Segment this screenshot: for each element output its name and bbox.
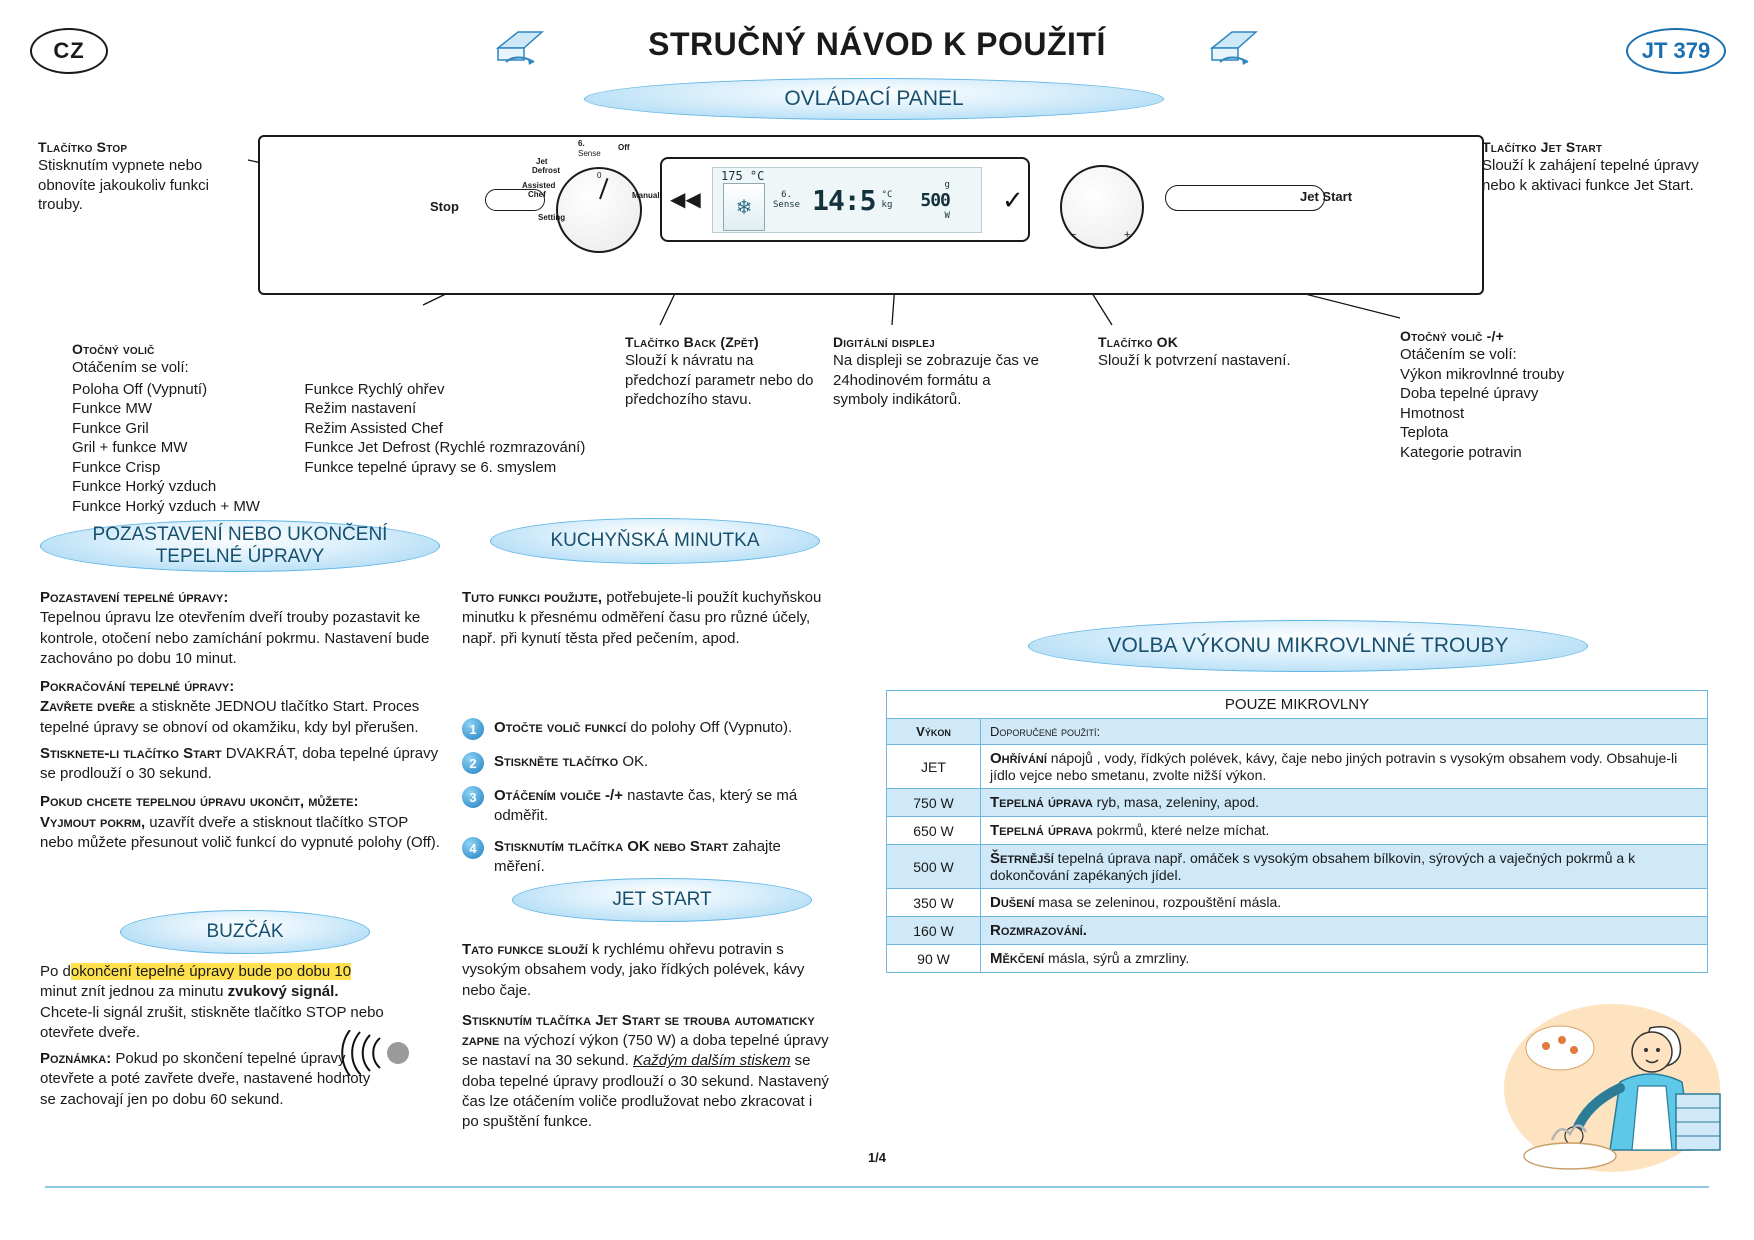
jet-paragraph-2 — [462, 1011, 832, 1133]
language-badge: CZ — [30, 28, 108, 74]
dial-label-six-sense: 6. — [578, 139, 585, 148]
callout-display-title: Digitální displej — [833, 334, 935, 350]
footer-divider — [45, 1186, 1709, 1188]
timer-lead-text: potřebujete-li použít kuchyňskou minutku k přesnému odměření času pro různé účely, např. při kynutí těsta před pečením, apod. — [462, 589, 822, 647]
callout-back — [625, 333, 820, 410]
pause-heading-3: Pokud chcete tepelnou úpravu ukončit, můžete: — [40, 793, 359, 811]
step-text: nastavte čas, který se má odměřit. — [494, 787, 798, 824]
table-row — [887, 789, 1708, 817]
cell-use-bold: Šetrnější — [990, 850, 1054, 867]
table-row — [887, 745, 1708, 789]
list-item — [462, 837, 832, 876]
cell-use-bold: Měkčení — [990, 950, 1045, 967]
dial-label-assisted-chef-2: Chef — [528, 190, 546, 199]
back-button[interactable]: ◀◀ — [670, 189, 701, 211]
cell-use-text: ryb, masa, zeleniny, apod. — [1092, 794, 1260, 810]
list-item: Teplota — [1400, 424, 1449, 442]
jet-paragraph-1 — [462, 940, 832, 1001]
dial-label-assisted-chef: Assisted — [522, 181, 556, 190]
table-row — [887, 945, 1708, 973]
rotary-options-col1 — [72, 380, 290, 517]
table-row — [887, 845, 1708, 889]
list-item: Funkce Horký vzduch + MW — [72, 497, 260, 515]
pause-p3-rest: DVAKRÁT, doba tepelné úpravy se prodlouží o 30 sekund. — [40, 744, 439, 782]
cell-use-bold: Dušení — [990, 894, 1035, 911]
list-item: Funkce tepelné úpravy se 6. smyslem — [304, 458, 557, 476]
list-item: Gril + funkce MW — [72, 439, 188, 457]
display-module — [660, 157, 1030, 242]
page-number: 1/4 — [867, 1150, 887, 1165]
jet-p1-bold: Tato funkce slouží — [462, 941, 588, 958]
callout-stop-text: Stisknutím vypnete nebo obnovíte jakoukoliv funkci trouby. — [38, 157, 209, 214]
callout-ok-text: Slouží k potvrzení nastavení. — [1098, 352, 1291, 370]
list-item: Funkce Rychlý ohřev — [304, 380, 445, 398]
column-header-use: Doporučené použití: — [981, 719, 1708, 745]
cell-power: 650 W — [887, 817, 981, 845]
callout-stop — [38, 138, 253, 215]
lcd-sense-sub: Sense — [773, 200, 801, 210]
table-header-row — [887, 719, 1708, 745]
pause-section-body — [40, 588, 440, 853]
table-row — [887, 917, 1708, 945]
callout-ok-title: Tlačítko OK — [1098, 334, 1179, 350]
cell-use-bold: Ohřívání — [990, 750, 1047, 767]
cell-use — [981, 789, 1708, 817]
jet-p1-text: k rychlému ohřevu potravin s vysokým obsahem vody, jako řídkých polévek, kávy nebo čaje. — [462, 941, 805, 999]
pause-p2-rest: a stiskněte JEDNOU tlačítko Start. Proces tepelné úpravy se obnoví od okamžiku, kdy byl přerušen. — [40, 698, 420, 736]
list-item: Hmotnost — [1400, 404, 1465, 422]
buzzer-p1-c: Chcete-li signál zrušit, stiskněte tlačítko STOP nebo otevřete dveře. — [40, 1003, 384, 1041]
plus-minus-dial[interactable]: − + — [1060, 165, 1144, 249]
dial-label-jet-defrost: Jet — [536, 157, 548, 166]
control-panel-illustration — [258, 135, 1484, 295]
list-item: Poloha Off (Vypnutí) — [72, 380, 208, 398]
lcd-power-unit: W — [944, 210, 950, 221]
table-title: POUZE MIKROVLNY — [887, 691, 1708, 719]
cell-use-bold: Tepelná úprava — [990, 822, 1093, 839]
list-item: Funkce Horký vzduch — [72, 478, 217, 496]
step-number: 2 — [462, 752, 484, 774]
step-bold: Stisknutím tlačítka OK nebo Start — [494, 838, 729, 855]
jet-p2-italic: Každým dalším stiskem — [632, 1052, 791, 1070]
hand-microwave-icon — [490, 22, 550, 68]
dial-label-off: Off — [618, 143, 630, 152]
step-text: do polohy Off (Vypnuto). — [626, 719, 793, 736]
dial-label-setting: Setting — [538, 213, 566, 222]
table-row — [887, 889, 1708, 917]
list-item: Doba tepelné úpravy — [1400, 385, 1539, 403]
list-item — [462, 786, 832, 825]
callout-rotary-title: Otočný volič — [72, 341, 155, 357]
cell-power: 160 W — [887, 917, 981, 945]
cell-use-text: masa se zeleninou, rozpouštění másla. — [1034, 894, 1282, 910]
pause-heading-1: Pozastavení tepelné úpravy: — [40, 589, 229, 606]
cell-use-text: pokrmů, které nelze míchat. — [1092, 822, 1270, 838]
stop-button-label: Stop — [430, 199, 459, 214]
list-item: Kategorie potravin — [1400, 443, 1522, 461]
food-symbol-icon: ❄ — [723, 183, 765, 231]
pause-p4-rest: uzavřít dveře a stisknout tlačítko STOP nebo můžete přesunout volič funkcí do vypnuté polohy (Off). — [40, 813, 440, 851]
list-item: Funkce MW — [72, 400, 153, 418]
pause-p2-bold: Zavřete dveře — [40, 698, 136, 716]
cell-use-text: tepelná úprava např. omáček s vysokým obsahem bílkovin, sýrových a vaječných pokrmů a k dokončování zapékaných jídel. — [990, 850, 1636, 883]
buzzer-p1-highlight: okončení tepelné úpravy bude po dobu 10 — [70, 963, 352, 980]
microwave-power-table — [886, 690, 1708, 973]
callout-jet-start-title: Tlačítko Jet Start — [1482, 139, 1603, 155]
rotary-pm-options — [1400, 365, 1640, 463]
pause-paragraph-4 — [40, 813, 440, 854]
lcd-weight-unit: g — [944, 179, 950, 190]
lcd-time: 14:5 — [812, 183, 876, 217]
list-item — [462, 752, 832, 774]
buzzer-note-label: Poznámka: — [40, 1050, 112, 1067]
cell-use-text: másla, sýrů a zmrzliny. — [1044, 950, 1190, 966]
lcd-temperature: 175 °C — [721, 169, 765, 183]
rotary-options-col2 — [304, 380, 632, 517]
timer-lead — [462, 588, 822, 649]
callout-back-title: Tlačítko Back (Zpět) — [625, 334, 759, 350]
dial-label-zero: 0 — [597, 171, 602, 180]
callout-rotary-pm-title: Otočný volič -/+ — [1400, 328, 1504, 344]
jet-start-banner: JET START — [512, 878, 812, 922]
callout-back-text: Slouží k návratu na předchozí parametr nebo do předchozího stavu. — [625, 352, 814, 409]
list-item: Režim nastavení — [304, 400, 417, 418]
callout-stop-title: Tlačítko Stop — [38, 139, 128, 155]
list-item: Výkon mikrovlnné trouby — [1400, 365, 1565, 383]
pause-heading-2: Pokračování tepelné úpravy: — [40, 678, 235, 695]
pause-p3-bold: Stisknete-li tlačítko Start — [40, 744, 222, 762]
timer-banner: KUCHYŇSKÁ MINUTKA — [490, 518, 820, 564]
cell-use — [981, 889, 1708, 917]
buzzer-p1-a: Po d — [40, 963, 71, 980]
hand-microwave-icon-2 — [1204, 22, 1264, 68]
cell-use — [981, 817, 1708, 845]
jet-start-button-label: Jet Start — [1300, 189, 1353, 204]
cell-use — [981, 745, 1708, 789]
lcd-weight: 500 — [920, 189, 950, 211]
callout-display — [833, 333, 1048, 410]
step-bold: Otočte volič funkcí — [494, 719, 627, 736]
jet-p2-text: na výchozí výkon (750 W) a doba tepelné úpravy se nastaví na 30 sekund. — [462, 1032, 829, 1070]
step-number: 4 — [462, 837, 484, 859]
jet-p2-end: se doba tepelné úpravy prodlouží o 30 sekund. Nastavený čas lze otáčením voliče prodlužovat nebo zkracovat i po spuštění funkce. — [462, 1052, 829, 1130]
callout-ok — [1098, 333, 1318, 371]
cell-power: 90 W — [887, 945, 981, 973]
step-number: 3 — [462, 786, 484, 808]
step-bold: Otáčením voliče -/+ — [494, 787, 623, 804]
callout-rotary — [72, 340, 632, 516]
lcd-unit-c: °C — [881, 190, 893, 200]
jet-start-body — [462, 940, 832, 1132]
cell-use — [981, 845, 1708, 889]
cell-use — [981, 945, 1708, 973]
list-item: Režim Assisted Chef — [304, 419, 443, 437]
cell-use-bold: Rozmrazování. — [990, 922, 1087, 939]
timer-steps — [462, 718, 832, 888]
pause-p4-bold: Vyjmout pokrm, — [40, 813, 146, 831]
sound-waves-icon — [332, 1030, 422, 1076]
callout-rotary-pm-lead: Otáčením se volí: — [1400, 346, 1517, 364]
cell-power: 350 W — [887, 889, 981, 917]
callout-jet-start — [1482, 138, 1717, 195]
cell-power: JET — [887, 745, 981, 789]
lcd-screen — [712, 167, 982, 233]
ok-button[interactable]: ✓ — [1002, 185, 1024, 215]
list-item: Funkce Gril — [72, 419, 149, 437]
list-item: Funkce Jet Defrost (Rychlé rozmrazování) — [304, 439, 586, 457]
lcd-kg: kg — [881, 200, 893, 210]
callout-rotary-pm — [1400, 327, 1640, 462]
table-row — [887, 817, 1708, 845]
control-panel-banner: OVLÁDACÍ PANEL — [584, 78, 1164, 120]
power-banner: VOLBA VÝKONU MIKROVLNNÉ TROUBY — [1028, 620, 1588, 672]
pause-paragraph-1: Tepelnou úpravu lze otevřením dveří trouby pozastavit ke kontrole, otočení nebo zamíchání pokrmu. Nastavení bude zachováno po dobu 10 minut. — [40, 609, 430, 667]
pause-paragraph-2 — [40, 697, 440, 738]
column-header-power: Výkon — [887, 719, 981, 745]
pause-section-banner: POZASTAVENÍ NEBO UKONČENÍ TEPELNÉ ÚPRAVY — [40, 520, 440, 572]
model-badge: JT 379 — [1626, 28, 1726, 74]
cell-use-bold: Tepelná úprava — [990, 794, 1093, 811]
cell-use-text: nápojů , vody, řídkých polévek, kávy, čaje nebo jiných potravin s vysokým obsahem vody. Obsahuje-li jídlo vejce nebo smetanu, zvolte nižší výkon. — [990, 750, 1678, 783]
step-bold: Stiskněte tlačítko — [494, 753, 619, 770]
buzzer-note-text: Pokud po skončení tepelné úpravy otevřete a poté zavřete dveře, nastavené hodnoty se zachovají jen po dobu 60 sekund. — [40, 1050, 371, 1108]
list-item: Funkce Crisp — [72, 458, 161, 476]
lcd-sense: 6. — [781, 190, 792, 200]
cell-use — [981, 917, 1708, 945]
buzzer-p1-bold: zvukový signál. — [227, 983, 339, 1001]
dial-label-six-sense-sub: Sense — [578, 149, 601, 158]
callout-display-text: Na displeji se zobrazuje čas ve 24hodinovém formátu a symboly indikátorů. — [833, 352, 1039, 409]
buzzer-banner: BUZČÁK — [120, 910, 370, 954]
list-item — [462, 718, 832, 740]
dial-label-manual: Manual — [632, 191, 660, 200]
step-text: OK. — [618, 753, 649, 770]
step-text: zahajte měření. — [494, 838, 781, 875]
callout-rotary-lead: Otáčením se volí: — [72, 359, 189, 377]
jet-p2-bold: Stisknutím tlačítka Jet Start se trouba automaticky zapne — [462, 1011, 815, 1049]
cell-power: 500 W — [887, 845, 981, 889]
table-row — [887, 691, 1708, 719]
page-title: STRUČNÝ NÁVOD K POUŽITÍ — [648, 26, 1106, 62]
cell-power: 750 W — [887, 789, 981, 817]
pause-paragraph-3 — [40, 744, 440, 785]
dial-label-jet-defrost-2: Defrost — [532, 166, 561, 175]
timer-lead-bold: Tuto funkci použijte, — [462, 589, 603, 606]
step-number: 1 — [462, 718, 484, 740]
callout-jet-start-text: Slouží k zahájení tepelné úpravy nebo k aktivaci funkce Jet Start. — [1482, 157, 1699, 194]
buzzer-p1-b: minut znít jednou za minutu — [40, 983, 228, 1001]
